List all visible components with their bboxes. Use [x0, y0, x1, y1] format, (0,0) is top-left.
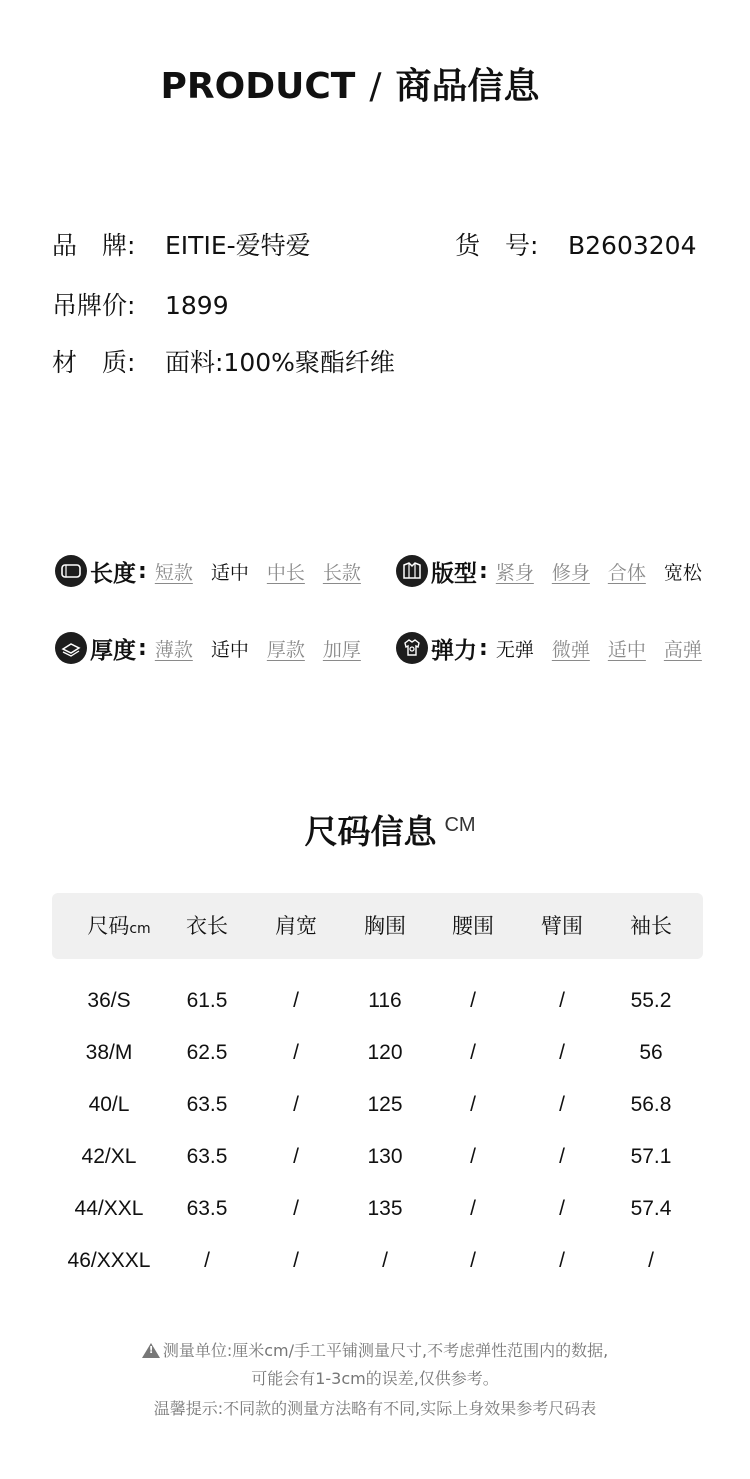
table-cell: /	[470, 1041, 476, 1064]
attr-length-name: 长度	[90, 560, 136, 587]
table-cell: /	[470, 1093, 476, 1116]
table-cell: 130	[367, 1145, 403, 1168]
sku-label: 货 号:	[455, 231, 539, 260]
brand-label: 品 牌:	[52, 231, 136, 260]
fit-option: 宽松	[663, 561, 702, 584]
table-cell: /	[470, 1145, 476, 1168]
header-size	[64, 893, 174, 959]
attr-fit-colon: :	[479, 558, 488, 584]
size-title-text: 尺码信息	[304, 812, 437, 851]
attr-elasticity-name: 弹力	[431, 637, 477, 664]
table-cell: 120	[367, 1041, 403, 1064]
fit-option: 紧身	[495, 561, 534, 584]
sku-row	[455, 226, 697, 262]
table-cell: 55.2	[630, 989, 672, 1012]
header-size-label: 尺码	[87, 914, 130, 938]
table-cell: 56	[639, 1041, 663, 1064]
attr-length	[55, 554, 361, 588]
shirt-length-icon	[55, 555, 87, 587]
attr-thickness	[55, 631, 361, 665]
size-section-title	[0, 806, 750, 853]
price-value: 1899	[165, 291, 229, 320]
header-sleeve: 袖长	[630, 914, 672, 938]
table-cell: 40/L	[88, 1093, 130, 1116]
material-value: 面料:100%聚酯纤维	[165, 348, 395, 377]
table-cell: 116	[368, 989, 402, 1012]
fit-option: 修身	[551, 561, 590, 584]
header-length: 衣长	[186, 914, 228, 938]
note-line-1	[0, 1338, 750, 1361]
table-cell: /	[470, 1249, 476, 1272]
attr-length-colon: :	[138, 558, 147, 584]
warning-icon	[142, 1343, 160, 1358]
elasticity-option: 高弹	[663, 638, 702, 661]
price-row	[52, 286, 229, 322]
length-option: 短款	[154, 561, 193, 584]
length-option: 中长	[266, 561, 305, 584]
table-cell: 38/M	[85, 1041, 133, 1064]
table-cell: 46/XXXL	[67, 1249, 151, 1272]
table-cell: /	[293, 1041, 299, 1064]
header-waist: 腰围	[452, 914, 494, 938]
elasticity-option: 无弹	[495, 638, 534, 661]
thickness-option: 厚款	[266, 638, 305, 661]
page-title	[0, 58, 700, 109]
note-line-2: 可能会有1-3cm的误差,仅供参考。	[251, 1369, 499, 1388]
table-cell: 63.5	[186, 1093, 228, 1116]
attr-length-options	[155, 558, 361, 585]
table-cell: /	[204, 1249, 210, 1272]
table-cell: /	[293, 1093, 299, 1116]
table-cell: 36/S	[87, 989, 131, 1012]
header-chest: 胸围	[364, 914, 406, 938]
length-option: 长款	[322, 561, 361, 584]
table-cell: /	[559, 1249, 565, 1272]
table-cell: 57.1	[630, 1145, 672, 1168]
note-text-1: 测量单位:厘米cm/手工平铺测量尺寸,不考虑弹性范围内的数据,	[162, 1341, 609, 1360]
thickness-option: 适中	[210, 638, 249, 661]
table-cell: 63.5	[186, 1145, 228, 1168]
table-cell: /	[293, 1249, 299, 1272]
price-label: 吊牌价:	[52, 291, 136, 320]
attr-elasticity-colon: :	[479, 635, 488, 661]
table-cell: /	[559, 1145, 565, 1168]
title-en: PRODUCT	[160, 66, 356, 107]
table-cell: /	[293, 989, 299, 1012]
size-table-header	[52, 893, 703, 959]
elasticity-option: 微弹	[551, 638, 590, 661]
table-cell: /	[559, 989, 565, 1012]
elasticity-option: 适中	[607, 638, 646, 661]
title-slash: /	[369, 66, 382, 107]
table-cell: /	[382, 1249, 388, 1272]
note-line-3: 温馨提示:不同款的测量方法略有不同,实际上身效果参考尺码表	[153, 1399, 597, 1418]
header-arm: 臂围	[541, 914, 583, 938]
attr-fit-name: 版型	[431, 560, 477, 587]
table-cell: /	[559, 1093, 565, 1116]
fabric-layers-icon	[55, 632, 87, 664]
attr-thickness-options	[155, 635, 361, 662]
sku-value: B2603204	[568, 231, 697, 260]
brand-value: EITIE-爱特爱	[165, 231, 311, 260]
table-cell: 135	[367, 1197, 403, 1220]
material-row	[52, 343, 395, 379]
table-cell: 42/XL	[81, 1145, 137, 1168]
material-label: 材 质:	[52, 348, 136, 377]
attr-elasticity-options	[496, 635, 702, 662]
table-cell: 62.5	[186, 1041, 228, 1064]
table-cell: 44/XXL	[74, 1197, 144, 1220]
table-cell: /	[293, 1197, 299, 1220]
table-cell: /	[559, 1041, 565, 1064]
table-cell: /	[470, 989, 476, 1012]
table-cell: /	[648, 1249, 654, 1272]
attr-fit	[396, 554, 702, 588]
title-cn: 商品信息	[395, 66, 540, 107]
header-size-unit: cm	[129, 921, 151, 937]
table-cell: 63.5	[186, 1197, 228, 1220]
fit-option: 合体	[607, 561, 646, 584]
table-cell: 125	[367, 1093, 403, 1116]
attr-thickness-name: 厚度	[90, 637, 136, 664]
size-title-unit: CM	[444, 814, 476, 836]
table-cell: 61.5	[186, 989, 228, 1012]
attr-fit-options	[496, 558, 702, 585]
attr-elasticity	[396, 631, 702, 665]
fit-shape-icon	[396, 555, 428, 587]
table-cell: /	[293, 1145, 299, 1168]
length-option: 适中	[210, 561, 249, 584]
brand-row	[52, 226, 311, 262]
stretch-shirt-icon	[396, 632, 428, 664]
thickness-option: 加厚	[322, 638, 361, 661]
table-cell: /	[559, 1197, 565, 1220]
thickness-option: 薄款	[154, 638, 193, 661]
header-shoulder: 肩宽	[275, 914, 317, 938]
attr-thickness-colon: :	[138, 635, 147, 661]
table-cell: 56.8	[630, 1093, 672, 1116]
table-cell: /	[470, 1197, 476, 1220]
table-cell: 57.4	[630, 1197, 672, 1220]
